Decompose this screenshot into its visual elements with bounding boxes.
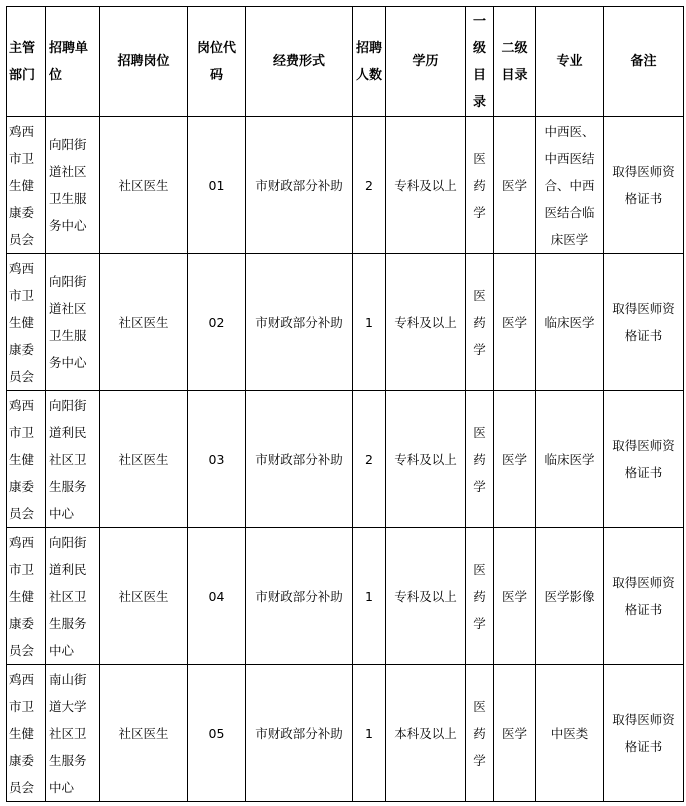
cell-remark: 取得医师资格证书: [604, 117, 684, 254]
table-row: [7, 528, 684, 665]
header-remark: 备注: [604, 7, 684, 117]
cell-level1: 医药学: [466, 528, 494, 665]
table-row: [7, 391, 684, 528]
cell-level1: 医药学: [466, 665, 494, 802]
cell-dept: 鸡西市卫生健康委员会: [7, 528, 46, 665]
header-unit: 招聘单位: [46, 7, 100, 117]
header-education: 学历: [386, 7, 466, 117]
header-position: 招聘岗位: [100, 7, 188, 117]
cell-remark: 取得医师资格证书: [604, 254, 684, 391]
cell-level1: 医药学: [466, 254, 494, 391]
cell-funding: 市财政部分补助: [246, 391, 353, 528]
cell-education: 专科及以上: [386, 117, 466, 254]
cell-dept: 鸡西市卫生健康委员会: [7, 391, 46, 528]
cell-level2: 医学: [494, 117, 536, 254]
cell-education: 专科及以上: [386, 391, 466, 528]
cell-position: 社区医生: [100, 528, 188, 665]
cell-level2: 医学: [494, 391, 536, 528]
cell-position: 社区医生: [100, 391, 188, 528]
cell-funding: 市财政部分补助: [246, 665, 353, 802]
cell-code: 04: [188, 528, 246, 665]
cell-funding: 市财政部分补助: [246, 528, 353, 665]
cell-code: 05: [188, 665, 246, 802]
cell-position: 社区医生: [100, 117, 188, 254]
cell-education: 本科及以上: [386, 665, 466, 802]
header-level1: 一级目录: [466, 7, 494, 117]
cell-major: 医学影像: [536, 528, 604, 665]
cell-count: 2: [353, 391, 386, 528]
header-count: 招聘人数: [353, 7, 386, 117]
cell-education: 专科及以上: [386, 254, 466, 391]
cell-position: 社区医生: [100, 254, 188, 391]
cell-remark: 取得医师资格证书: [604, 391, 684, 528]
cell-funding: 市财政部分补助: [246, 117, 353, 254]
cell-code: 02: [188, 254, 246, 391]
cell-unit: 向阳街道社区卫生服务中心: [46, 117, 100, 254]
cell-unit: 向阳街道利民社区卫生服务中心: [46, 391, 100, 528]
table-row: [7, 117, 684, 254]
cell-level2: 医学: [494, 254, 536, 391]
cell-count: 2: [353, 117, 386, 254]
cell-major: 中医类: [536, 665, 604, 802]
cell-unit: 向阳街道社区卫生服务中心: [46, 254, 100, 391]
cell-major: 中西医、中西医结合、中西医结合临床医学: [536, 117, 604, 254]
header-code: 岗位代码: [188, 7, 246, 117]
cell-education: 专科及以上: [386, 528, 466, 665]
header-level2: 二级目录: [494, 7, 536, 117]
cell-position: 社区医生: [100, 665, 188, 802]
cell-code: 03: [188, 391, 246, 528]
header-major: 专业: [536, 7, 604, 117]
table-row: [7, 254, 684, 391]
cell-dept: 鸡西市卫生健康委员会: [7, 117, 46, 254]
cell-unit: 向阳街道利民社区卫生服务中心: [46, 528, 100, 665]
cell-remark: 取得医师资格证书: [604, 665, 684, 802]
cell-level2: 医学: [494, 665, 536, 802]
cell-major: 临床医学: [536, 391, 604, 528]
cell-major: 临床医学: [536, 254, 604, 391]
cell-dept: 鸡西市卫生健康委员会: [7, 665, 46, 802]
table-row: [7, 665, 684, 802]
cell-count: 1: [353, 665, 386, 802]
header-dept: 主管部门: [7, 7, 46, 117]
cell-remark: 取得医师资格证书: [604, 528, 684, 665]
cell-funding: 市财政部分补助: [246, 254, 353, 391]
recruitment-table: [6, 6, 684, 802]
cell-count: 1: [353, 254, 386, 391]
header-row: [7, 7, 684, 117]
cell-unit: 南山街道大学社区卫生服务中心: [46, 665, 100, 802]
cell-dept: 鸡西市卫生健康委员会: [7, 254, 46, 391]
cell-level1: 医药学: [466, 117, 494, 254]
cell-code: 01: [188, 117, 246, 254]
cell-level1: 医药学: [466, 391, 494, 528]
header-funding: 经费形式: [246, 7, 353, 117]
cell-level2: 医学: [494, 528, 536, 665]
cell-count: 1: [353, 528, 386, 665]
